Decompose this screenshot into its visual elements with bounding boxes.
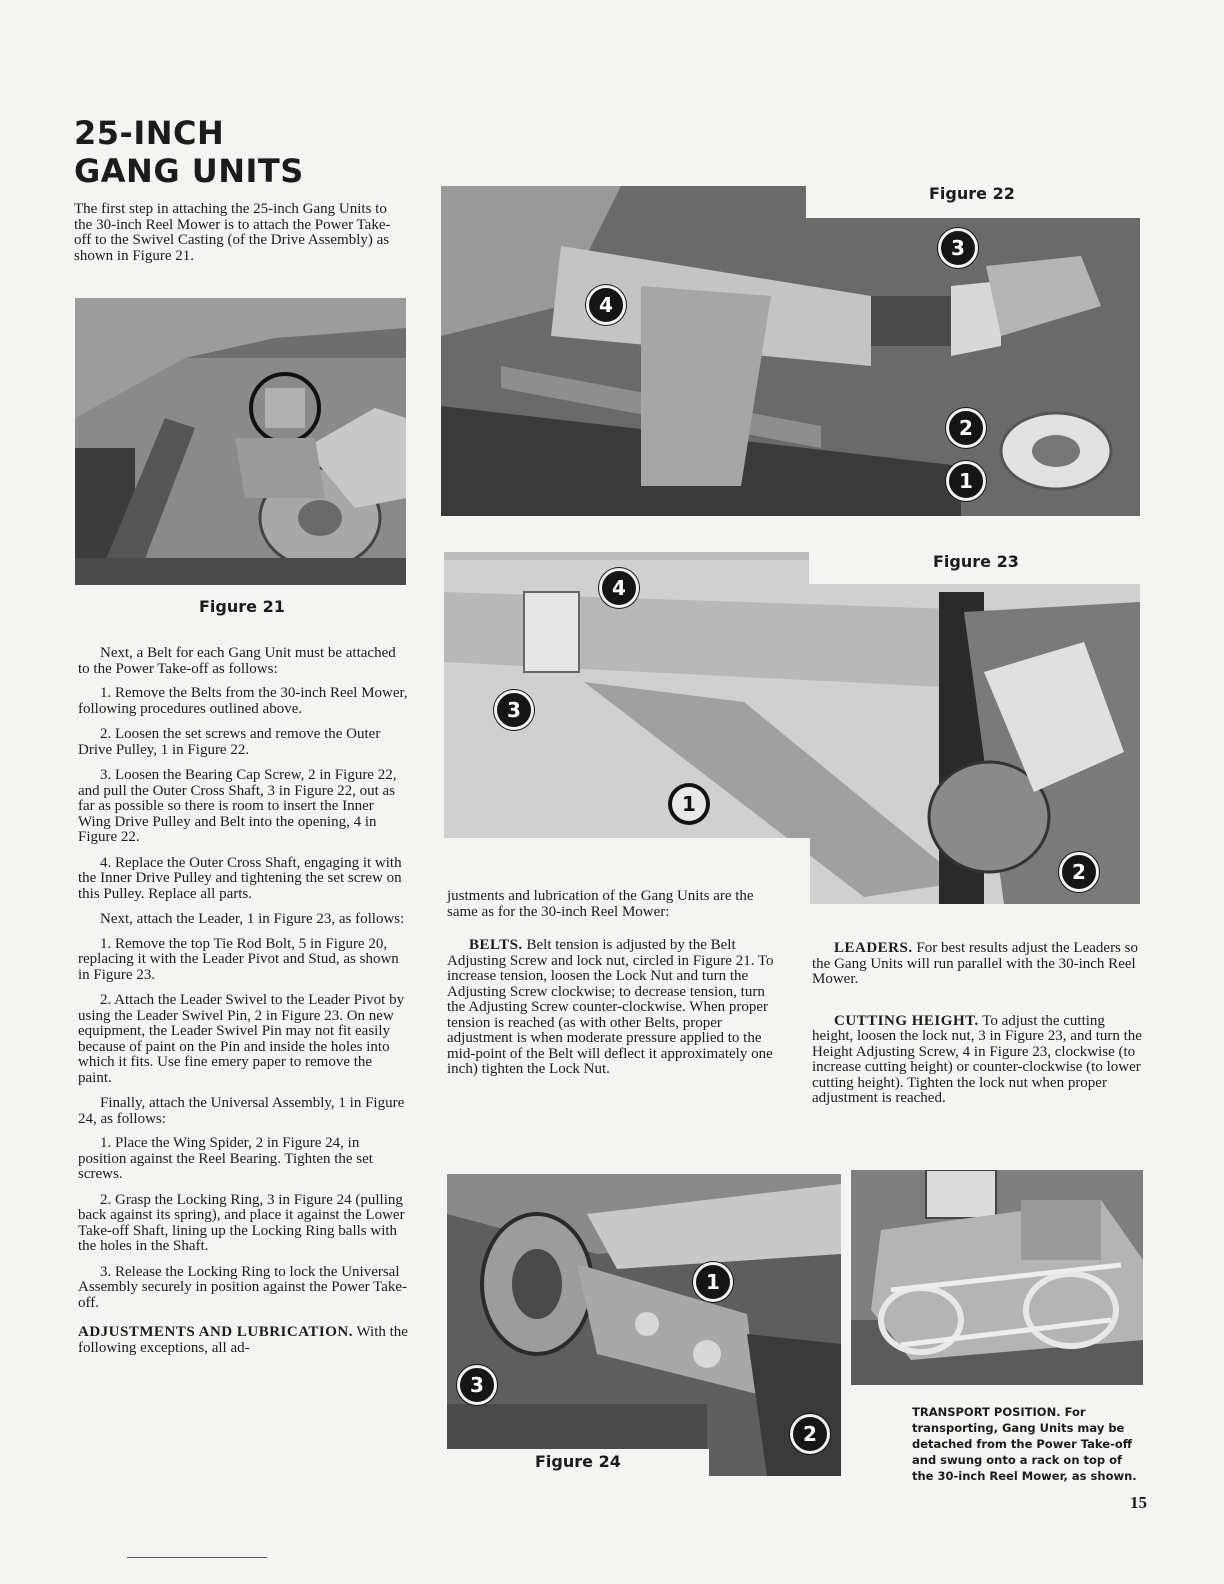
figure-24-photo [447,1174,841,1476]
figure-22-callout-3: 3 [938,228,978,268]
figure-24-callout-1: 1 [693,1262,733,1302]
figure-23-callout-1: 1 [669,784,709,824]
column-1-text [78,646,408,1356]
page-heading [74,114,304,190]
belt-step: 1. Remove the Belts from the 30-inch Reel Mower, following procedures outlined above. [78,685,408,717]
figure-22-caption: Figure 22 [929,184,1015,203]
adjustments-continued: justments and lubrication of the Gang Units are the same as for the 30-inch Reel Mower: [447,888,754,920]
transport-photo [851,1170,1143,1385]
belts-heading: BELTS. [469,937,523,953]
figure-21-photo [75,298,406,585]
figure-22-photo [441,186,1140,516]
figure-22-callout-1: 1 [946,461,986,501]
adjustments-paragraph [78,1325,408,1356]
footer-rule [127,1557,267,1558]
transport-caption [912,1404,1147,1484]
adjustments-text: With the following exceptions, all ad- [78,1324,408,1356]
cutting-height-paragraph [812,1014,1144,1107]
universal-step: 1. Place the Wing Spider, 2 in Figure 24, in position against the Reel Bearing. Tighten the set screws. [78,1135,373,1182]
leader-step: 2. Attach the Leader Swivel to the Leader Pivot by using the Leader Swivel Pin, 2 in Figure 23. On new equipment, the Leader Swivel Pin may not fit easily because of paint on the Pin and inside the holes into which it fits. Use fine emery paper to remove the paint. [78,992,405,1086]
transport-text: For transporting, Gang Units may be detached from the Power Take-off and swung onto a rack on top of the 30-inch Reel Mower, as shown. [912,1405,1137,1483]
column-3-text [812,941,1144,1116]
leaders-paragraph [812,941,1144,988]
belts-text: Belt tension is adjusted by the Belt Adjusting Screw and lock nut, circled in Figure 21. To increase tension, loosen the Lock Nut and turn the Adjusting Screw clockwise; to decrease tension, turn the Adjusting Screw counter-clockwise. When proper tension is reached (as with other Belts, proper adjustment is when moderate pressure applied to the mid-point of the Belt will deflect it approximately one inch) tighten the Lock Nut. [447,937,774,1077]
figure-24-callout-3: 3 [457,1365,497,1405]
figure-23-photo [444,552,1140,904]
belt-step: 2. Loosen the set screws and remove the Outer Drive Pulley, 1 in Figure 22. [78,726,381,758]
transport-heading: TRANSPORT POSITION. [912,1405,1061,1419]
leader-intro: Next, attach the Leader, 1 in Figure 23, as follows: [100,911,405,927]
adjustments-heading: ADJUSTMENTS AND LUBRICATION. [78,1324,354,1340]
figure-23-callout-2: 2 [1059,852,1099,892]
belt-step: 4. Replace the Outer Cross Shaft, engaging it with the Inner Drive Pulley and tightening the set screw on this Pulley. Replace all parts. [78,854,402,902]
page-number: 15 [1130,1493,1147,1512]
figure-22-callout-2: 2 [946,408,986,448]
figure-23-callout-3: 3 [494,690,534,730]
figure-23-caption: Figure 23 [933,552,1019,571]
leaders-text: For best results adjust the Leaders so the Gang Units will run parallel with the 30-inch Reel Mower. [812,940,1138,987]
figure-24-caption: Figure 24 [535,1452,621,1471]
column-2-text [447,889,777,1087]
figure-22-callout-4: 4 [586,285,626,325]
figure-24-callout-2: 2 [790,1414,830,1454]
leaders-heading: LEADERS. [834,940,913,956]
belt-intro: Next, a Belt for each Gang Unit must be attached to the Power Take-off as follows: [78,645,396,677]
heading-line-1: 25-INCH [74,114,225,152]
universal-step: 3. Release the Locking Ring to lock the Universal Assembly securely in position against the Power Take-off. [78,1263,408,1311]
belt-step: 3. Loosen the Bearing Cap Screw, 2 in Figure 22, and pull the Outer Cross Shaft, 3 in Figure 22, out as far as possible so there is room to insert the Inner Wing Drive Pulley and Belt into the opening, 4 in Figure 22. [78,767,397,845]
heading-line-2: GANG UNITS [74,152,304,190]
leader-step: 1. Remove the top Tie Rod Bolt, 5 in Figure 20, replacing it with the Leader Pivot and Stud, as shown in Figure 23. [78,935,399,983]
figure-21-caption: Figure 21 [199,597,285,616]
figure-23-callout-4: 4 [599,568,639,608]
universal-step: 2. Grasp the Locking Ring, 3 in Figure 24 (pulling back against its spring), and place it against the Lower Take-off Shaft, lining up the Locking Ring balls with the holes in the Shaft. [78,1191,405,1254]
universal-intro: Finally, attach the Universal Assembly, 1 in Figure 24, as follows: [78,1095,405,1127]
belts-paragraph [447,938,777,1078]
intro-paragraph: The first step in attaching the 25-inch Gang Units to the 30-inch Reel Mower is to attach the Power Take-off to the Swivel Casting (of the Drive Assembly) as shown in Figure 21. [74,201,391,264]
cutting-height-heading: CUTTING HEIGHT. [834,1012,979,1029]
cutting-height-text: To adjust the cutting height, loosen the lock nut, 3 in Figure 23, and turn the Height Adjusting Screw, 4 in Figure 23, clockwise (to increase cutting height) or counter-clockwise (to lower cutting height). Tighten the lock nut when proper adjustment is reached. [812,1012,1142,1106]
